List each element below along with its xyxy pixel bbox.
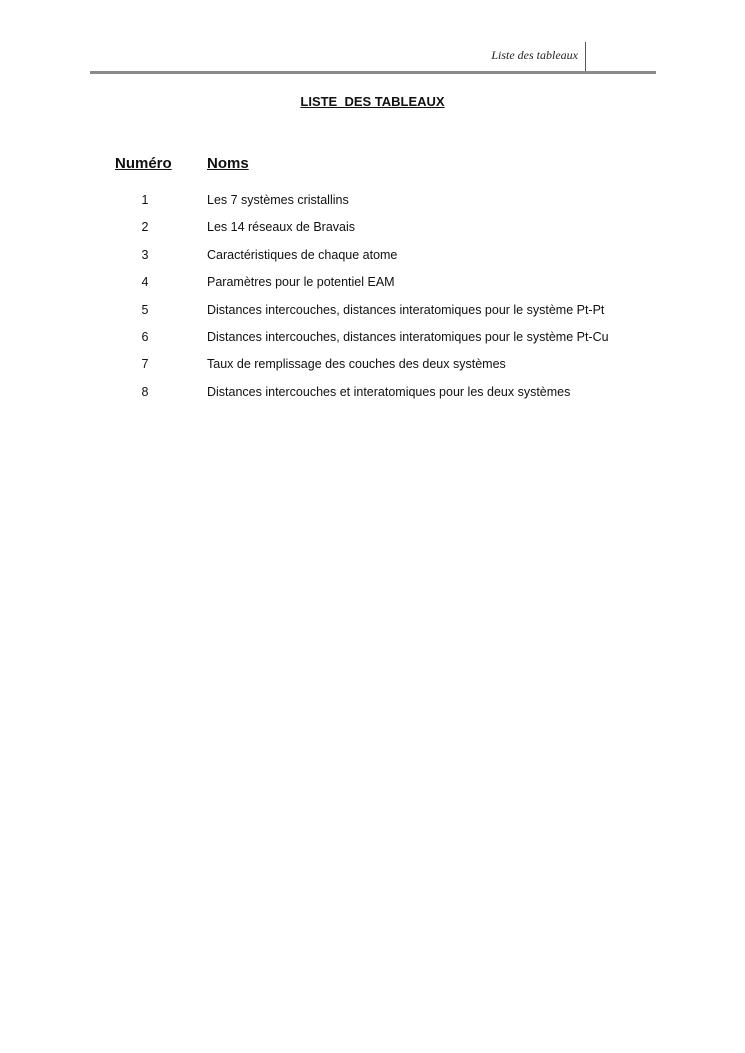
row-number: 2 bbox=[141, 220, 149, 235]
row-name: Caractéristiques de chaque atome bbox=[207, 247, 398, 262]
table-rows bbox=[115, 191, 675, 410]
row-number: 3 bbox=[141, 247, 149, 262]
row-number: 7 bbox=[141, 357, 149, 372]
row-name: Distances intercouches et interatomiques pour les deux systèmes bbox=[207, 384, 571, 399]
row-name: Distances intercouches, distances interatomiques pour le système Pt-Cu bbox=[207, 329, 609, 344]
table-row bbox=[115, 328, 675, 355]
page-title: LISTE DES TABLEAUX bbox=[300, 94, 445, 109]
row-name: Les 14 réseaux de Bravais bbox=[207, 220, 356, 235]
table-row bbox=[115, 246, 675, 273]
row-name: Les 7 systèmes cristallins bbox=[207, 193, 349, 207]
row-number: 5 bbox=[141, 302, 149, 317]
table-row bbox=[115, 355, 675, 382]
row-name: Paramètres pour le potentiel EAM bbox=[207, 275, 395, 290]
row-number: 6 bbox=[141, 329, 149, 344]
row-number: 4 bbox=[141, 275, 149, 290]
row-name: Distances intercouches, distances interatomiques pour le système Pt-Pt bbox=[207, 302, 605, 317]
row-number: 1 bbox=[141, 193, 149, 207]
table-row bbox=[115, 273, 675, 300]
column-header-number: Numéro bbox=[115, 155, 172, 172]
table-row bbox=[115, 301, 675, 328]
running-header bbox=[90, 40, 656, 74]
table-row bbox=[115, 218, 675, 245]
table-row bbox=[115, 191, 675, 218]
header-vertical-bar bbox=[585, 42, 587, 72]
column-header-name: Noms bbox=[207, 155, 249, 172]
running-header-title: Liste des tableaux bbox=[491, 48, 578, 62]
table-row bbox=[115, 383, 675, 410]
header-rule bbox=[90, 71, 656, 74]
row-number: 8 bbox=[141, 384, 149, 399]
row-name: Taux de remplissage des couches des deux systèmes bbox=[207, 357, 506, 372]
